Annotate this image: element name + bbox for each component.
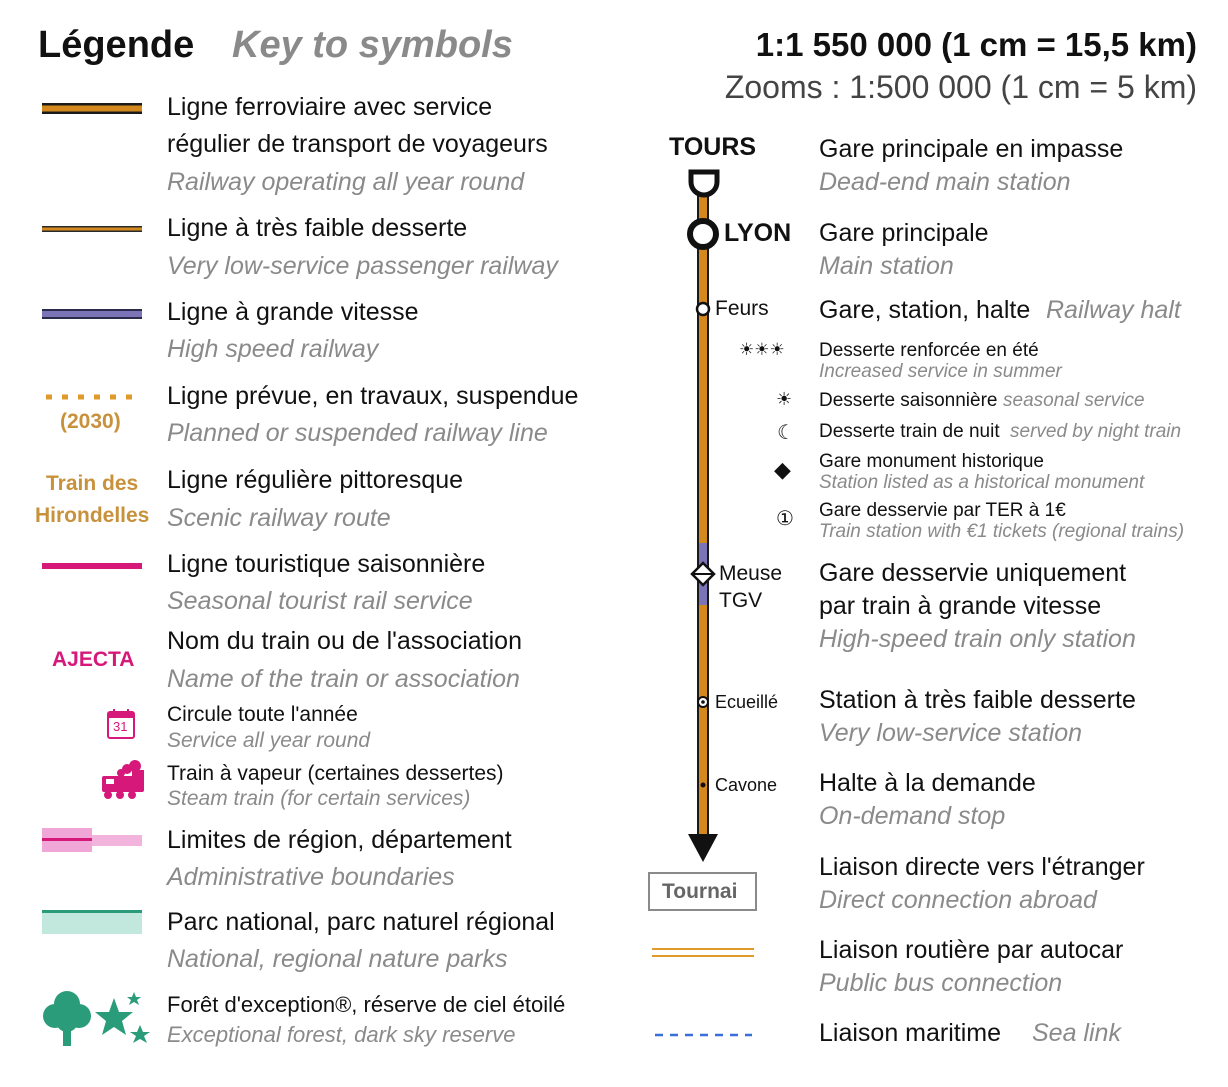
on-demand-en: On-demand stop — [819, 802, 1006, 830]
summer-fr: Desserte renforcée en été — [819, 340, 1039, 361]
historical-monument-icon: ◆ — [774, 457, 791, 482]
night-en: served by night train — [1010, 421, 1182, 442]
legend-title-en: Key to symbols — [232, 24, 513, 66]
train-name-en: Name of the train or association — [167, 665, 520, 693]
station-label-ecueille: Ecueillé — [715, 692, 779, 712]
main-station-en: Main station — [819, 252, 954, 280]
halt-fr: Gare, station, halte — [819, 296, 1031, 324]
seasonal-service-icon: ☀ — [776, 389, 793, 409]
boundaries-en: Administrative boundaries — [167, 863, 455, 891]
station-label-tours: TOURS — [669, 133, 757, 161]
halt-en: Railway halt — [1046, 296, 1181, 324]
parks-fr: Parc national, parc naturel régional — [167, 908, 555, 936]
train-name-label: AJECTA — [52, 648, 135, 671]
planned-year-label: (2030) — [60, 410, 121, 433]
summer-en: Increased service in summer — [819, 361, 1062, 382]
tourist-fr: Ligne touristique saisonnière — [167, 550, 486, 578]
steam-en: Steam train (for certain services) — [167, 787, 471, 810]
scenic-route-label-1: Train des — [46, 472, 139, 495]
legend-title-fr: Légende — [38, 24, 195, 66]
low-station-en: Very low-service station — [819, 719, 1083, 747]
tourist-line-symbol — [42, 563, 142, 569]
on-demand-fr: Halte à la demande — [819, 769, 1036, 797]
station-label-lyon: LYON — [724, 219, 792, 247]
scenic-fr: Ligne régulière pittoresque — [167, 466, 464, 494]
ter-en: Train station with €1 tickets (regional trains) — [819, 521, 1185, 542]
planned-en: Planned or suspended railway line — [167, 419, 548, 447]
abroad-en: Direct connection abroad — [819, 886, 1097, 914]
dead-end-station-icon — [691, 172, 717, 195]
orange-railway-symbol — [42, 103, 142, 114]
hsr-fr: Ligne à grande vitesse — [167, 298, 419, 326]
hsr-only-fr-1: Gare desservie uniquement — [819, 559, 1127, 587]
railway-fr-1: Ligne ferroviaire avec service — [167, 93, 493, 121]
railway-en: Railway operating all year round — [167, 168, 525, 196]
tourist-en: Seasonal tourist rail service — [167, 587, 473, 615]
all-year-fr: Circule toute l'année — [167, 703, 358, 726]
boundaries-fr: Limites de région, département — [167, 826, 512, 854]
railway-fr-2: régulier de transport de voyageurs — [167, 130, 548, 158]
train-name-fr: Nom du train ou de l'association — [167, 627, 522, 655]
ter-fr: Gare desservie par TER à 1€ — [819, 500, 1066, 521]
main-station-icon — [690, 221, 716, 247]
bus-en: Public bus connection — [819, 969, 1063, 997]
on-demand-stop-icon — [701, 783, 706, 788]
halt-icon — [697, 303, 709, 315]
low-service-fr: Ligne à très faible desserte — [167, 214, 468, 242]
station-label-tournai: Tournai — [662, 880, 738, 903]
all-year-en: Service all year round — [167, 729, 371, 752]
parks-en: National, regional nature parks — [167, 945, 508, 973]
hsr-station-icon — [692, 563, 714, 585]
main-station-fr: Gare principale — [819, 219, 989, 247]
station-label-feurs: Feurs — [715, 297, 769, 320]
forest-fr: Forêt d'exception®, réserve de ciel étoilé — [167, 992, 566, 1017]
night-fr: Desserte train de nuit — [819, 421, 1000, 442]
low-service-en: Very low-service passenger railway — [167, 252, 558, 280]
boundary-symbol — [42, 828, 142, 852]
map-scale: 1:1 550 000 (1 cm = 15,5 km) — [755, 26, 1197, 63]
monument-en: Station listed as a historical monument — [819, 472, 1145, 493]
hsr-only-fr-2: par train à grande vitesse — [819, 592, 1102, 620]
scenic-en: Scenic railway route — [167, 504, 391, 532]
night-train-icon: ☾ — [777, 422, 795, 444]
thin-railway-symbol — [42, 226, 142, 232]
monument-fr: Gare monument historique — [819, 451, 1044, 472]
seasonal-en: seasonal service — [1003, 390, 1145, 411]
tree-icon — [43, 991, 91, 1046]
dead-end-fr: Gare principale en impasse — [819, 135, 1124, 163]
zoom-scale: Zooms : 1:500 000 (1 cm = 5 km) — [724, 69, 1197, 105]
dark-sky-stars-icon — [95, 992, 150, 1043]
ter-one-euro-icon: ① — [776, 508, 794, 530]
hsr-en: High speed railway — [167, 335, 379, 363]
station-label-meuse: Meuse — [719, 562, 783, 585]
bus-fr: Liaison routière par autocar — [819, 936, 1124, 964]
sea-en: Sea link — [1032, 1019, 1121, 1047]
steam-train-icon — [102, 760, 144, 799]
low-station-fr: Station à très faible desserte — [819, 686, 1136, 714]
low-service-station-icon — [698, 697, 708, 707]
scenic-route-label-2: Hirondelles — [35, 504, 150, 527]
abroad-arrow-icon — [688, 834, 718, 862]
bus-connection-symbol — [652, 949, 754, 956]
station-label-tgv: TGV — [719, 589, 763, 612]
sea-fr: Liaison maritime — [819, 1019, 1002, 1047]
summer-service-icon: ☀☀☀ — [739, 340, 785, 359]
planned-fr: Ligne prévue, en travaux, suspendue — [167, 382, 579, 410]
steam-fr: Train à vapeur (certaines dessertes) — [167, 762, 504, 785]
forest-en: Exceptional forest, dark sky reserve — [167, 1022, 516, 1047]
seasonal-fr: Desserte saisonnière — [819, 390, 998, 411]
park-symbol — [42, 910, 142, 934]
abroad-fr: Liaison directe vers l'étranger — [819, 853, 1145, 881]
hsr-only-en: High-speed train only station — [819, 625, 1136, 653]
hsr-symbol — [42, 309, 142, 319]
station-label-cavone: Cavone — [715, 775, 778, 795]
dead-end-en: Dead-end main station — [819, 168, 1071, 196]
main-line-diagram — [697, 192, 709, 836]
calendar-day: 31 — [113, 719, 128, 734]
